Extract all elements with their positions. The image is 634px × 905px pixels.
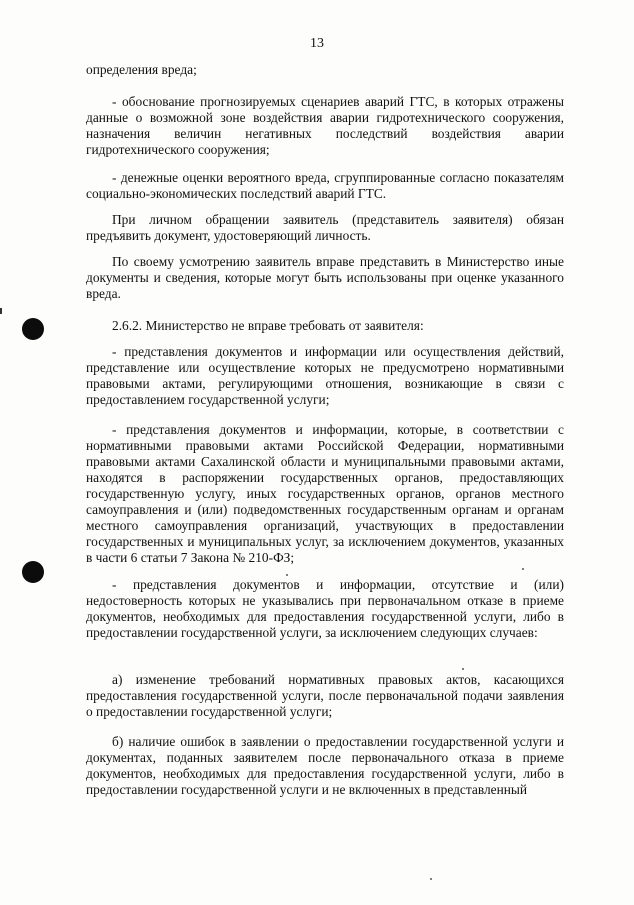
- paragraph-case-a: а) изменение требований нормативных правовых актов, касающихся предоставления государственной услуги, после первоначальной подачи заявления о предоставлении государственной услуги;: [86, 672, 564, 719]
- paragraph-section-2-6-2: 2.6.2. Министерство не вправе требовать от заявителя:: [112, 318, 424, 333]
- paragraph-requirement-2: - представления документов и информации, которые, в соответствии с нормативными правовыми актами Российской Федерации, нормативными правовыми актами Сахалинской области и муниципальными правовыми актами, находятся в распоряжении государственных органов, предоставляющих государственную услугу, иных государственных органов, органов местного самоуправления и (или) подведомственных государственным органам и органам местного самоуправления организаций, участвующих в предоставлении государственных и муниципальных услуг, за исключением документов, указанных в части 6 статьи 7 Закона № 210-ФЗ;: [86, 422, 564, 565]
- binder-hole-bottom: [22, 561, 44, 583]
- paragraph-case-b: б) наличие ошибок в заявлении о предоставлении государственной услуги и документах, поданных заявителем после первоначального отказа в приеме документов, необходимых для предоставления государственной услуги, либо в предоставлении государственной услуги и не включенных в представленный: [86, 734, 564, 797]
- paragraph-additional-documents: По своему усмотрению заявитель вправе представить в Министерство иные документы и сведения, которые могут быть использованы при оценке указанного вреда.: [86, 254, 564, 301]
- paragraph-identity-document: При личном обращении заявитель (представитель заявителя) обязан предъявить документ, удостоверяющий личность.: [86, 212, 564, 243]
- paragraph-requirement-1: - представления документов и информации или осуществления действий, представление или осуществление которых не предусмотрено нормативными правовыми актами, регулирующими отношения, возникающие в связи с предоставлением государственной услуги;: [86, 344, 564, 407]
- paragraph-monetary-estimates: - денежные оценки вероятного вреда, сгруппированные согласно показателям социально-экономических последствий аварий ГТС.: [86, 170, 564, 201]
- scan-speck: [430, 878, 432, 880]
- binder-hole-top: [22, 318, 44, 340]
- scan-speck: [462, 668, 464, 670]
- page-number: 13: [310, 36, 324, 51]
- paragraph-damage-definition: определения вреда;: [86, 62, 197, 77]
- scan-speck: [286, 574, 288, 576]
- paragraph-requirement-3: - представления документов и информации, отсутствие и (или) недостоверность которых не указывались при первоначальном отказе в приеме документов, необходимых для предоставления государственной услуги, либо в предоставлении государственной услуги, за исключением следующих случаев:: [86, 577, 564, 640]
- scan-edge-mark: [0, 308, 2, 314]
- paragraph-accident-scenarios: - обоснование прогнозируемых сценариев аварий ГТС, в которых отражены данные о возможной зоне воздействия аварии гидротехнического сооружения, назначения величин негативных последствий воздействия аварии гидротехнического сооружения;: [86, 94, 564, 157]
- scan-speck: [522, 568, 524, 570]
